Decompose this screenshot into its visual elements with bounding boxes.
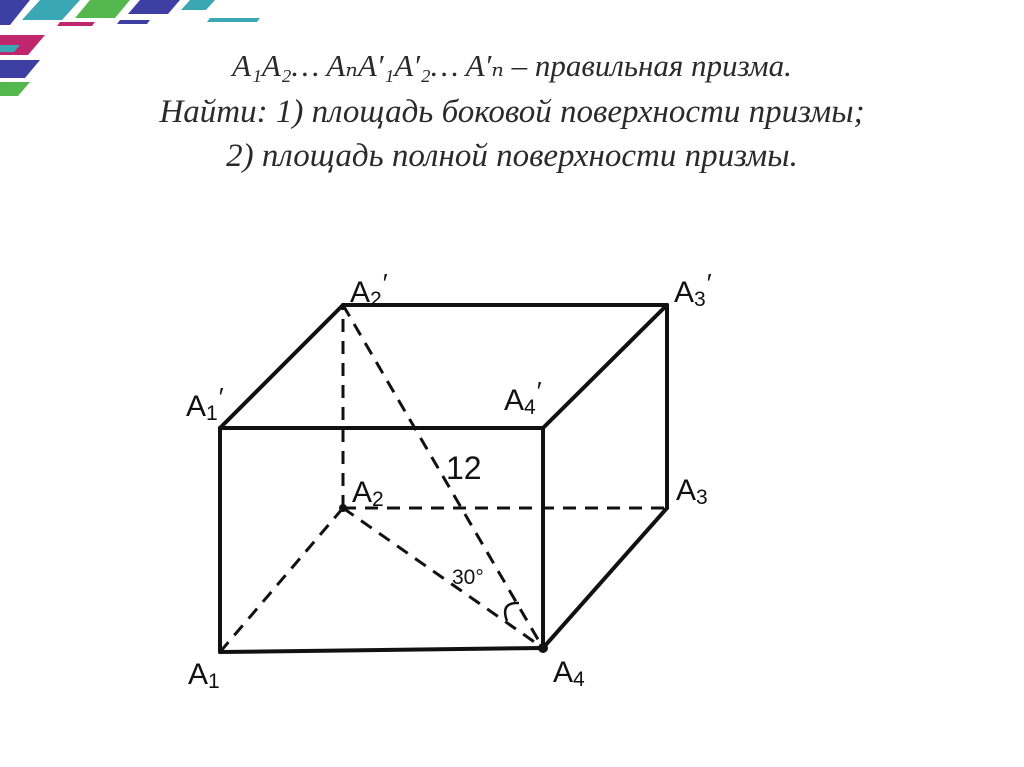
label-a1-prime: $A_1'$ [186,382,224,425]
label-a4-prime: $A_4'$ [504,376,542,419]
task-find-total-area: 2) площадь полной поверхности призмы. [226,138,798,174]
task-find-lateral-area: Найти: 1) площадь боковой поверхности призмы; [159,94,865,130]
label-a3-prime: $A_3'$ [674,268,712,311]
label-a2-prime: $A_2'$ [350,268,388,311]
vertex-dot-a2 [339,504,347,512]
angle-label: 30° [452,566,484,589]
label-a1: $A_1$ [188,658,220,693]
edge-a4-a3 [543,508,667,648]
vertex-dot-a4 [538,643,548,653]
edge-a1-a2-hidden [220,508,343,652]
diagonal-a2-a4 [343,508,543,648]
angle-arc [505,603,519,621]
edge-a1p-a2p [220,305,343,428]
label-a4: $A_4$ [553,656,585,691]
label-a3: $A_3$ [676,474,708,509]
edge-a4p-a3p [543,305,667,428]
diagonal-length-label: 12 [446,450,482,486]
prism-statement: A₁A₂… AₙA′₁A′₂… A′ₙ – правильная призма. [232,48,792,83]
label-a2: $A_2$ [352,476,384,511]
diagonal-a2p-a4 [343,305,543,648]
edge-a1-a4 [220,648,543,652]
